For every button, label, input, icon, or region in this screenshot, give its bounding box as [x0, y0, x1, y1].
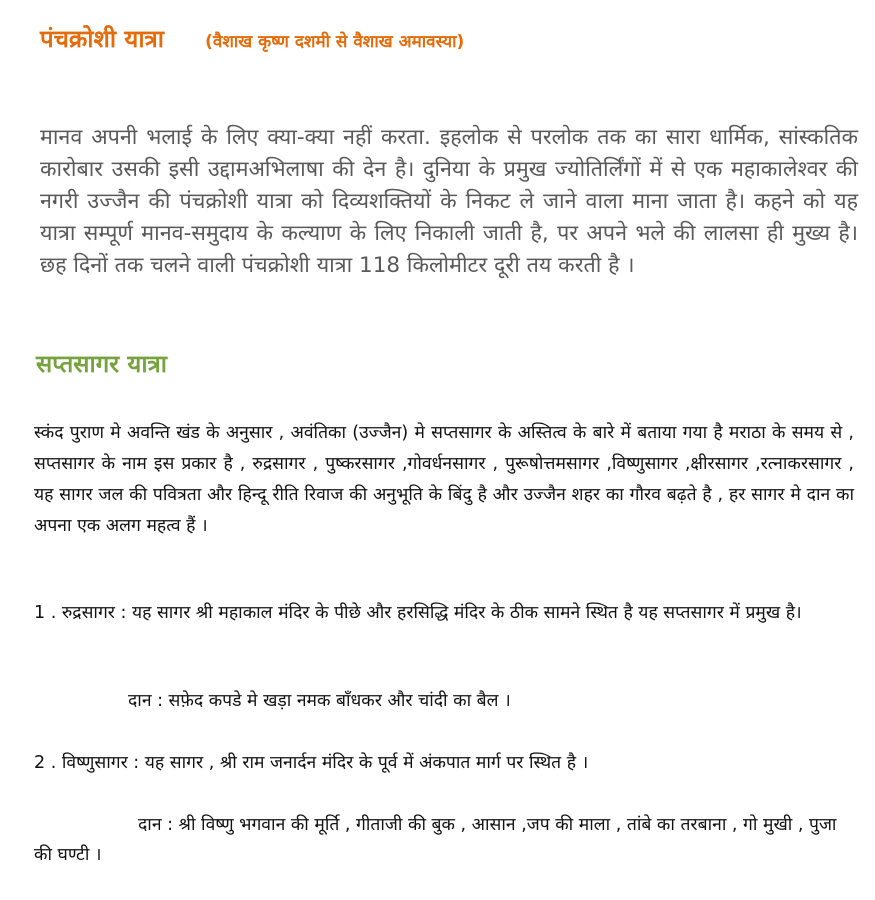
item-rudrasagar-daan: दान : सफ़ेद कपडे मे खड़ा नमक बाँधकर और चांदी का बैल । [128, 691, 511, 711]
section-heading: सप्तसागर यात्रा [36, 350, 168, 378]
section-paragraph: स्कंद पुराण मे अवन्ति खंड के अनुसार , अवंतिका (उज्जैन) मे सप्तसागर के अस्तित्व के बारे में बताया गया है मराठा के समय से , सप्तसागर के नाम इस प्रकार है , रुद्रसागर , पुष्करसागर ,गोवर्धनसागर , पुरूषोत्तमसागर ,विष्णुसागर ,क्षीरसागर ,रत्नाकरसागर , यह सागर जल की पवित्रता और हिन्दू रीति रिवाज की अनुभूति के बिंदु है और उज्जैन शहर का गौरव बढ़ते है , हर सागर मे दान का अपना एक अलग महत्व हैं । [34, 423, 854, 536]
intro-paragraph: मानव अपनी भलाई के लिए क्या-क्या नहीं करता. इहलोक से परलोक तक का सारा धार्मिक, सांस्कतिक कारोबार उसकी इसी उद्दामअभिलाषा की देन है। दुनिया के प्रमुख ज्योतिर्लिंगों में से एक महाकालेश्वर की नगरी उज्जैन की पंचक्रोशी यात्रा को दिव्यशक्तियों के निकट ले जाने वाला माना जाता है। कहने को यह यात्रा सम्पूर्ण मानव-समुदाय के कल्याण के लिए निकाली जाती है, पर अपने भले की लालसा ही मुख्य है। छह दिनों तक चलने वाली पंचक्रोशी यात्रा 118 किलोमीटर दूरी तय करती है । [40, 125, 858, 278]
item-vishnusagar: 2 . विष्णुसागर : यह सागर , श्री राम जनार्दन मंदिर के पूर्व में अंकपात मार्ग पर स्थित है । [34, 753, 589, 773]
page-subtitle: (वैशाख कृष्ण दशमी से वैशाख अमावस्या) [205, 32, 465, 52]
item-vishnusagar-daan: दान : श्री विष्णु भगवान की मूर्ति , गीताजी की बुक , आसान ,जप की माला , तांबे का तरबाना , गो मुखी , पुजा की घण्टी । [34, 815, 837, 865]
title-row [40, 22, 464, 55]
page-title: पंचक्रोशी यात्रा [40, 25, 165, 53]
item-rudrasagar: 1 . रुद्रसागर : यह सागर श्री महाकाल मंदिर के पीछे और हरसिद्धि मंदिर के ठीक सामने स्थित है यह सप्तसागर में प्रमुख है। [34, 603, 802, 623]
